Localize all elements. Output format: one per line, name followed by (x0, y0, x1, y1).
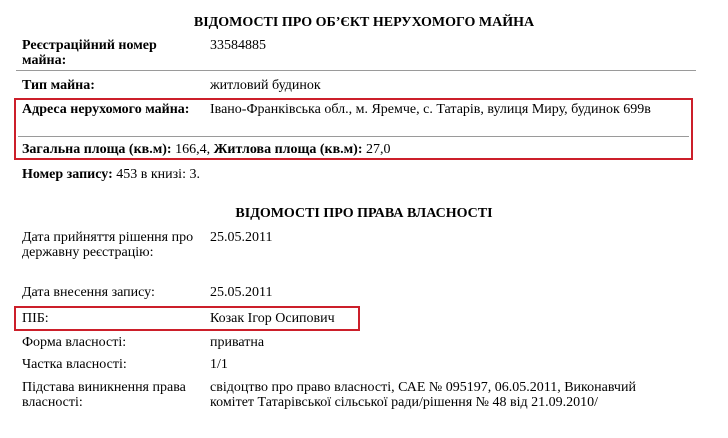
reg-number-label: Реєстраційний номер майна: (22, 38, 157, 68)
living-area-value: 27,0 (366, 142, 391, 157)
record-label: Номер запису: (22, 167, 113, 182)
basis-label: Підстава виникнення права власності: (22, 380, 186, 410)
basis-value: свідоцтво про право власності, САЕ № 095197, 06.05.2011, Виконавчий комітет Татарівської сільської ради/рішення № 48 від 21.09.2010/ (210, 380, 636, 410)
share-value: 1/1 (210, 357, 228, 372)
decision-date-label: Дата прийняття рішення про державну реєстрацію: (22, 230, 194, 260)
address-label: Адреса нерухомого майна: (22, 102, 190, 117)
entry-date-label: Дата внесення запису: (22, 285, 155, 300)
address-value: Івано-Франківська обл., м. Яремче, с. Татарів, вулиця Миру, будинок 699в (210, 102, 651, 117)
property-section-title: ВІДОМОСТІ ПРО ОБ’ЄКТ НЕРУХОМОГО МАЙНА (193, 15, 535, 30)
owner-name-value: Козак Ігор Осипович (210, 311, 335, 326)
row-separator (18, 136, 689, 137)
share-label: Частка власності: (22, 357, 127, 372)
total-area-value: 166,4, (175, 142, 211, 157)
owner-name-label: ПІБ: (22, 311, 49, 326)
reg-number-value: 33584885 (210, 38, 266, 53)
ownership-form-value: приватна (210, 335, 265, 350)
living-area-label: Житлова площа (кв.м): (213, 142, 363, 157)
ownership-section-title: ВІДОМОСТІ ПРО ПРАВА ВЛАСНОСТІ (235, 206, 493, 221)
property-type-label: Тип майна: (22, 78, 95, 93)
decision-date-value: 25.05.2011 (210, 230, 273, 245)
total-area-label: Загальна площа (кв.м): (22, 142, 172, 157)
row-separator (16, 70, 696, 71)
ownership-form-label: Форма власності: (22, 335, 127, 350)
area-line (22, 142, 692, 157)
entry-date-value: 25.05.2011 (210, 285, 273, 300)
record-value: 453 в книзі: 3. (116, 167, 200, 182)
property-type-value: житловий будинок (210, 78, 321, 93)
record-line (22, 167, 692, 182)
